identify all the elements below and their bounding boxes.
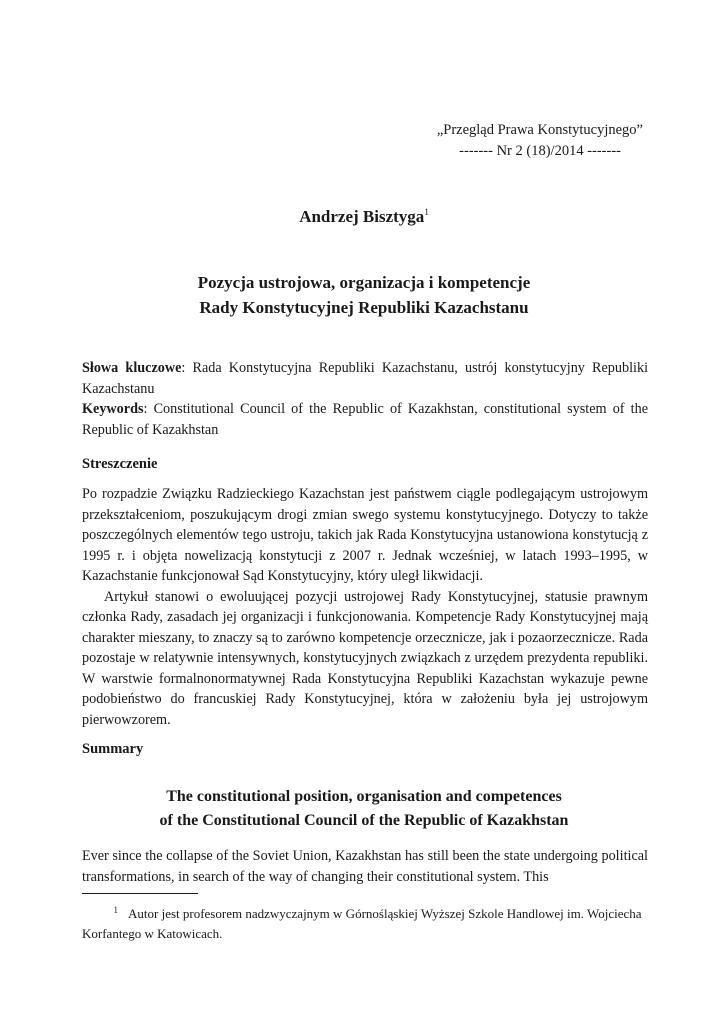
journal-issue: ------- Nr 2 (18)/2014 ------- <box>459 143 621 159</box>
summary-title-line2: of the Constitutional Council of the Republic of Kazakhstan <box>159 812 569 829</box>
article-title-line1: Pozycja ustrojowa, organizacja i kompetencje <box>197 273 531 292</box>
author-name-text: Andrzej Bisztyga <box>299 207 425 226</box>
keywords-block <box>82 358 648 440</box>
footnote-divider <box>82 893 198 894</box>
footnote <box>82 900 648 944</box>
footnote-number: 1 <box>113 905 118 915</box>
keywords-polish-label: Słowa kluczowe <box>82 360 182 376</box>
summary-paragraph-1: Ever since the collapse of the Soviet Union, Kazakhstan has still been the state undergoing political transformations, in search of the way of changing their constitutional system. This <box>82 848 648 885</box>
journal-name: „Przegląd Prawa Konstytucyjnego” <box>436 122 643 138</box>
keywords-english-label: Keywords <box>82 401 144 417</box>
summary-title-line1: The constitutional position, organisation and competences <box>166 788 562 805</box>
keywords-english <box>82 399 648 440</box>
article-title-line2: Rady Konstytucyjnej Republiki Kazachstanu <box>199 298 529 317</box>
summary-title <box>80 785 648 833</box>
abstract-paragraph-1: Po rozpadzie Związku Radzieckiego Kazachstan jest państwem ciągle podlegającym ustrojowym przekształceniom, poszukującym drogi zmian swego systemu konstytucyjnego. Dotyczy to także poszczególnych elementów tego ustroju, takich jak Rada Konstytucyjna ustanowiona konstytucją z 1995 r. i objęta nowelizacją konstytucji z 2007 r. Jednak wcześniej, w latach 1993–1995, w Kazachstanie funkcjonował Sąd Konstytucyjny, który uległ likwidacji. <box>82 486 648 584</box>
article-title <box>80 270 648 320</box>
footnote-text: Autor jest profesorem nadzwyczajnym w Górnośląskiej Wyższej Szkole Handlowej im. Wojciecha Korfantego w Katowicach. <box>82 906 642 941</box>
abstract-paragraph-2: Artykuł stanowi o ewoluującej pozycji ustrojowej Rady Konstytucyjnej, statusie prawnym członka Rady, zasadach jej organizacji i funkcjonowania. Kompetencje Rady Konstytucyjnej mają charakter mieszany, to znaczy są to zarówno kompetencje orzecznicze, jak i pozaorzecznicze. Rada pozostaje w relatywnie intensywnych, konstytucyjnych związkach z urzędem prezydenta republiki. W warstwie formalnonormatywnej Rada Konstytucyjna Republiki Kazachstan wykazuje pewne podobieństwo do francuskiej Rady Konstytucyjnej, która w założeniu była jej ustrojowym pierwowzorem. <box>82 588 648 728</box>
author-footnote-ref: 1 <box>424 207 429 217</box>
abstract-body <box>82 484 648 730</box>
keywords-english-text: : Constitutional Council of the Republic of Kazakhstan, constitutional system of the Republic of Kazakhstan <box>82 401 648 438</box>
summary-heading: Summary <box>82 741 144 757</box>
keywords-polish <box>82 358 648 399</box>
author-name <box>0 207 728 227</box>
journal-header <box>437 120 643 162</box>
keywords-polish-text: : Rada Konstytucyjna Republiki Kazachstanu, ustrój konstytucyjny Republiki Kazachstanu <box>82 360 649 397</box>
summary-body <box>82 846 648 887</box>
abstract-heading: Streszczenie <box>82 456 158 472</box>
